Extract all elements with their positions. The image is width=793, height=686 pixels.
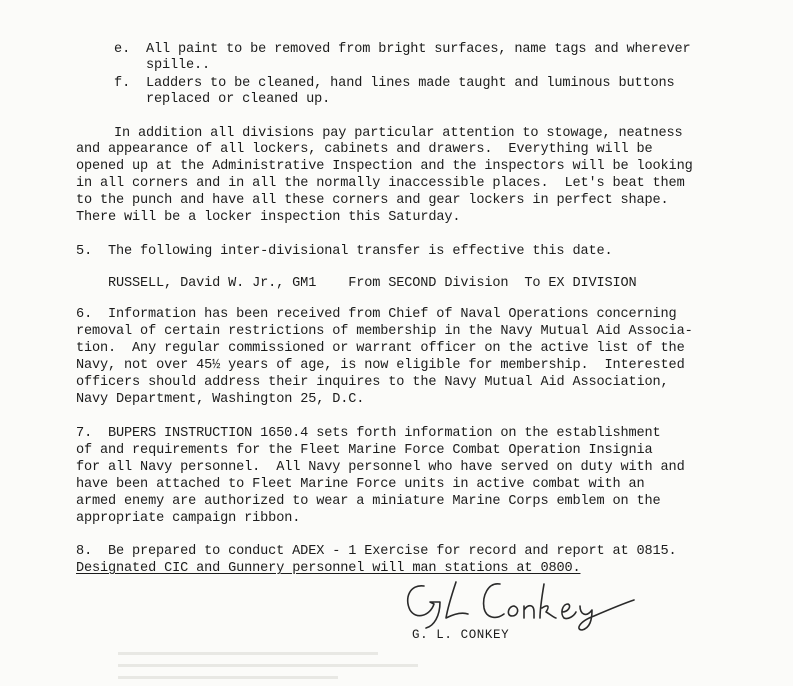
para-5-number: 5. <box>76 244 93 259</box>
para-7-line-1: BUPERS INSTRUCTION 1650.4 sets forth information on the establishment <box>108 426 661 441</box>
addition-line-2: and appearance of all lockers, cabinets and drawers. Everything will be <box>76 142 653 157</box>
para-7-line-2: of and requirements for the Fleet Marine Force Combat Operation Insignia <box>76 443 653 458</box>
para-6-line-6: Navy Department, Washington 25, D.C. <box>76 392 365 407</box>
transfer-line: RUSSELL, David W. Jr., GM1 From SECOND Division To EX DIVISION <box>108 276 637 291</box>
para-6-line-5: officers should address their inquires to the Navy Mutual Aid Association, <box>76 375 669 390</box>
para-6-line-3: tion. Any regular commissioned or warrant officer on the active list of the <box>76 341 685 356</box>
item-f-line-2: replaced or cleaned up. <box>146 92 331 107</box>
addition-line-3: opened up at the Administrative Inspection and the inspectors will be looking <box>76 159 693 174</box>
para-7-number: 7. <box>76 426 93 441</box>
signature-mark <box>396 572 646 632</box>
para-6-line-1: Information has been received from Chief of Naval Operations concerning <box>108 307 677 322</box>
para-6-line-2: removal of certain restrictions of membership in the Navy Mutual Aid Associa- <box>76 324 693 339</box>
bleed-through-mark <box>118 652 378 655</box>
addition-line-4: in all corners and in all the normally inaccessible places. Let's beat them <box>76 176 685 191</box>
addition-line-6: There will be a locker inspection this Saturday. <box>76 210 461 225</box>
item-f-label: f. <box>114 76 131 91</box>
item-e-label: e. <box>114 42 131 57</box>
para-8-line-2: Designated CIC and Gunnery personnel will man stations at 0800. <box>76 561 581 576</box>
addition-line-1: In addition all divisions pay particular attention to stowage, neatness <box>114 126 683 141</box>
bleed-through-mark <box>118 676 338 679</box>
para-5-text: The following inter-divisional transfer is effective this date. <box>108 244 613 259</box>
item-e-line-1: All paint to be removed from bright surfaces, name tags and wherever <box>146 42 691 57</box>
item-e-line-2: spille.. <box>146 58 211 73</box>
para-6-number: 6. <box>76 307 93 322</box>
para-6-line-4: Navy, not over 45½ years of age, is now eligible for membership. Interested <box>76 358 685 373</box>
para-7-line-4: have been attached to Fleet Marine Force units in active combat with an <box>76 477 645 492</box>
para-8-number: 8. <box>76 544 93 559</box>
para-8-line-1: Be prepared to conduct ADEX - 1 Exercise for record and report at 0815. <box>108 544 677 559</box>
bleed-through-mark <box>118 664 418 667</box>
signature-name: G. L. CONKEY <box>412 628 510 642</box>
para-7-line-3: for all Navy personnel. All Navy personnel who have served on duty with and <box>76 460 685 475</box>
item-f-line-1: Ladders to be cleaned, hand lines made taught and luminous buttons <box>146 76 675 91</box>
para-7-line-6: appropriate campaign ribbon. <box>76 511 301 526</box>
addition-line-5: to the punch and have all these corners and gear lockers in perfect shape. <box>76 193 669 208</box>
para-7-line-5: armed enemy are authorized to wear a miniature Marine Corps emblem on the <box>76 494 661 509</box>
